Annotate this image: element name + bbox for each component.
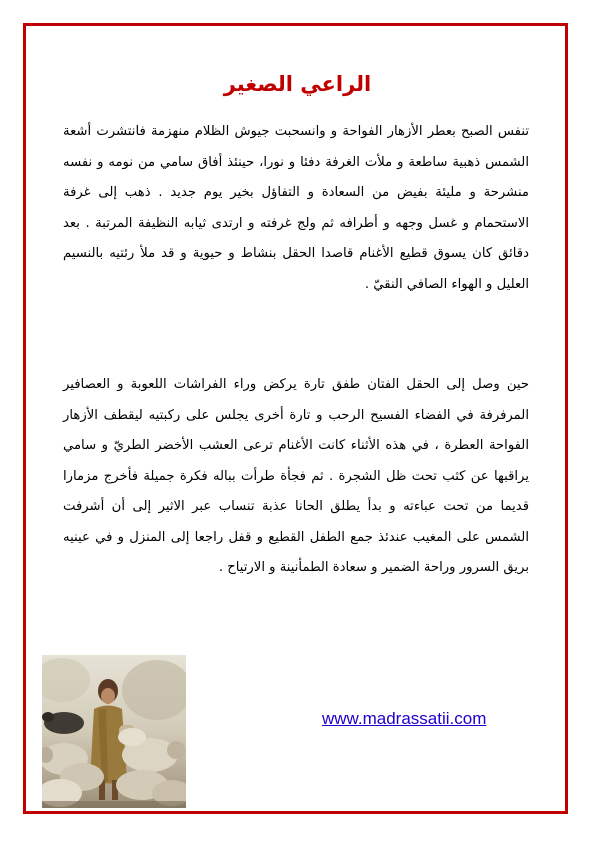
story-paragraph-1: تنفس الصبح بعطر الأزهار الفواحة و وانسحبت جيوش الظلام منهزمة فانتشرت أشعة الشمس ذهبية ساطعة و ملأت الغرفة دفئا و نورا، حينئذ أفاق سامي من نومه و نفسه منشرحة و مليئة بفيض من السعادة و التفاؤل بخير يوم جديد . ذهب إلى غرفة الاستحمام و غسل وجهه و أطرافه ثم ولج غرفته و ارتدى ثيابه النظيفة المرتبة . بعد دقائق كان يسوق قطيع الأغنام قاصدا الحقل بنشاط و حيوية و قد ملأ رئتيه بالنسيم العليل و الهواء الصافي النقيّ .	[63, 124, 529, 292]
story-paragraph-2: حين وصل إلى الحقل الفتان طفق تارة يركض وراء الفراشات اللعوبة و العصافير المرفرفة في الفضاء الفسيح الرحب و تارة أخرى يجلس على ركبتيه ليقطف الأزهار الفواحة العطرة ، في هذه الأثناء كانت الأغنام ترعى العشب الأخضر الطريّ و سامي يراقبها عن كثب تحت ظل الشجرة . ثم فجأة طرأت بباله فكرة جميلة فأخرج مزمارا قديما من تحت عباءته و بدأ يطلق الحانا عذبة تنساب عبر الاثير إلى أن أشرفت الشمس على المغيب عندئذ جمع الطفل القطيع و قفل راجعا إلى المنزل و في عينيه بريق السرور وراحة الضمير و سعادة الطمأنينة و الارتياح .	[63, 377, 529, 575]
page-title: الراعي الصغير	[223, 72, 372, 96]
website-link[interactable]: www.madrassatii.com	[322, 709, 487, 728]
shepherd-boy-photo	[42, 655, 186, 808]
